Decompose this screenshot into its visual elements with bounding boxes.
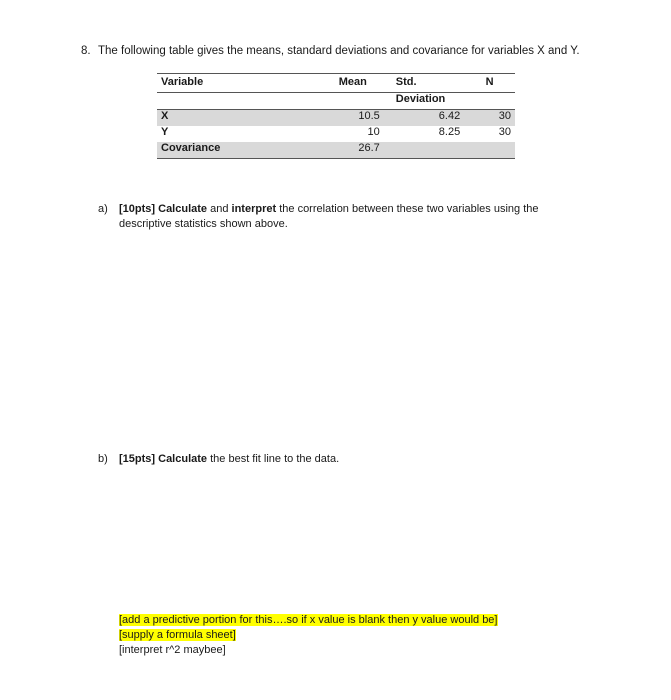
part-a-interpret: interpret — [231, 203, 277, 215]
header-mean: Mean — [338, 76, 367, 88]
question-number: 8. — [81, 45, 91, 57]
table-row-covariance — [157, 142, 515, 159]
part-b-rest: the best fit line to the data. — [210, 453, 340, 465]
header-std-line2: Deviation — [395, 93, 446, 105]
part-a-text — [119, 202, 549, 232]
cell-n: 30 — [464, 110, 515, 127]
table-row-y — [157, 126, 515, 142]
cell-variable: Y — [161, 126, 169, 138]
cell-variable: Covariance — [157, 142, 322, 159]
note-interpret-r2: [interpret r^2 maybee] — [119, 644, 226, 656]
table-header-row-2 — [157, 93, 515, 110]
note-formula-sheet: [supply a formula sheet] — [119, 629, 236, 641]
cell-std: 6.42 — [384, 110, 464, 127]
part-a-points: [10pts] — [119, 203, 156, 215]
header-variable: Variable — [161, 76, 204, 88]
table-row-x — [157, 110, 515, 127]
part-a-label: a) — [98, 203, 108, 215]
statistics-table — [157, 73, 515, 159]
header-std: Std. — [395, 76, 417, 88]
part-a-calculate: Calculate — [158, 203, 208, 215]
cell-mean: 10.5 — [322, 110, 384, 127]
cell-n: 30 — [498, 126, 511, 138]
cell-mean: 26.7 — [322, 142, 384, 159]
question-text: The following table gives the means, standard deviations and covariance for variables X and Y. — [98, 45, 580, 57]
notes — [119, 613, 498, 658]
cell-mean: 10 — [367, 126, 380, 138]
part-a-rest: the correlation between these two variables using the descriptive statistics shown above. — [119, 203, 539, 230]
cell-std: 8.25 — [438, 126, 461, 138]
part-b-text — [119, 452, 549, 467]
header-n: N — [485, 76, 494, 88]
cell-variable: X — [157, 110, 322, 127]
cell-n — [464, 142, 515, 159]
table-header-row — [157, 74, 515, 93]
part-a-and: and — [210, 203, 229, 215]
part-b-label: b) — [98, 453, 108, 465]
part-b-points: [15pts] — [119, 453, 156, 465]
note-predictive: [add a predictive portion for this….so if x value is blank then y value would be] — [119, 614, 498, 626]
cell-std — [384, 142, 464, 159]
part-b-calculate: Calculate — [158, 453, 208, 465]
